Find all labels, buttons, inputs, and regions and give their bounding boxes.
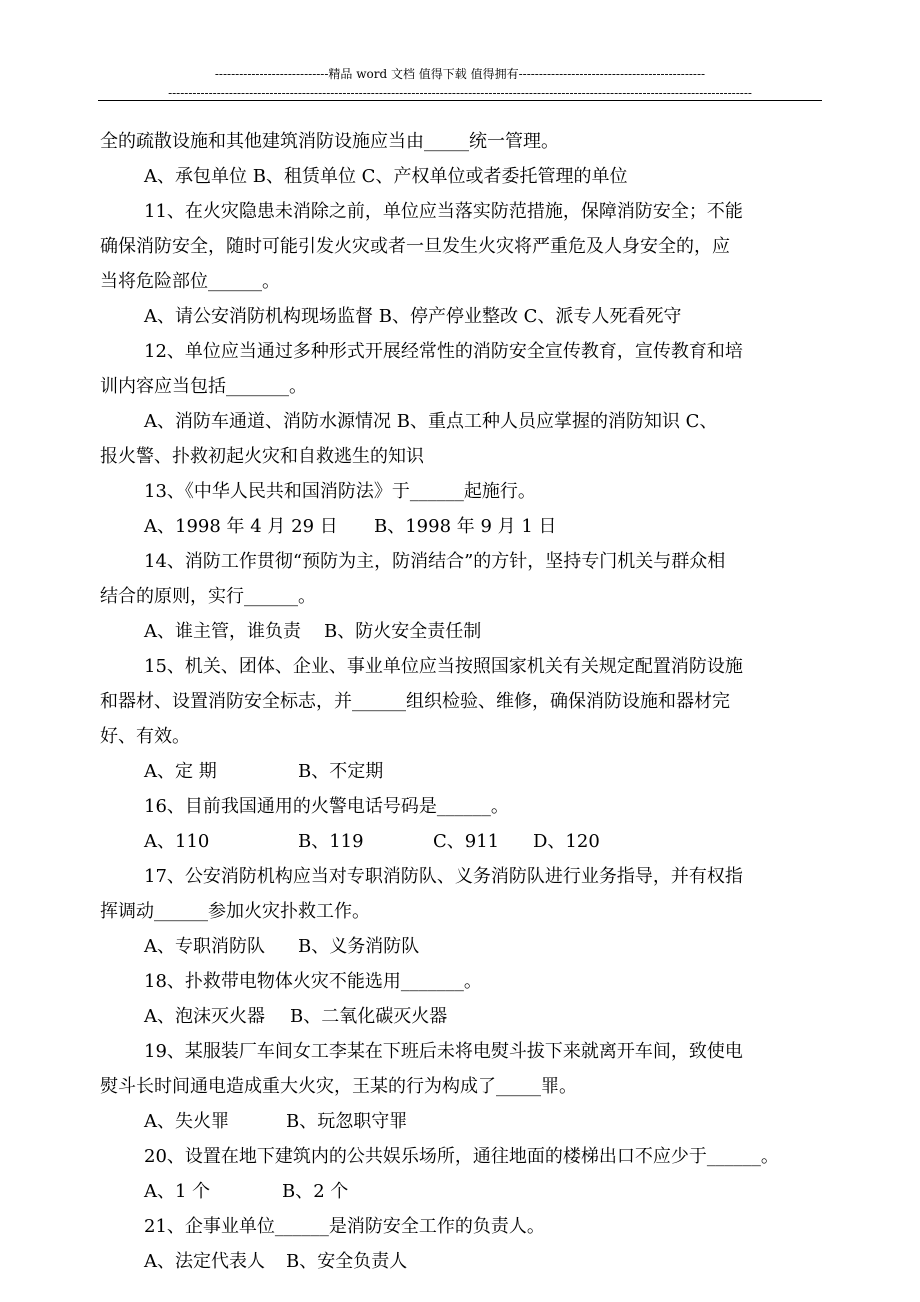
question-17: 17、公安消防机构应当对专职消防队、义务消防队进行业务指导，并有权指 — [144, 866, 743, 887]
option-b: B、119 — [298, 831, 364, 852]
option-b: B、2 个 — [282, 1181, 349, 1202]
option-b: B、1998 年 9 月 1 日 — [374, 516, 557, 537]
text-line: 训内容应当包括_______。 — [100, 376, 307, 397]
text-line: 挥调动______参加火灾扑救工作。 — [100, 901, 370, 922]
header-rule — [98, 100, 822, 101]
option-b: B、玩忽职守罪 — [286, 1111, 408, 1132]
option-c: C、911 — [433, 831, 500, 852]
option-a: A、失火罪 — [144, 1111, 229, 1132]
option-a: A、110 — [144, 831, 210, 852]
options-line: A、承包单位 B、租赁单位 C、产权单位或者委托管理的单位 — [144, 166, 628, 187]
text-line: 好、有效。 — [100, 726, 190, 747]
text-line: 全的疏散设施和其他建筑消防设施应当由_____统一管理。 — [100, 131, 559, 152]
text-line: 和器材、设置消防安全标志，并______组织检验、维修，确保消防设施和器材完 — [100, 691, 730, 712]
question-11: 11、在火灾隐患未消除之前，单位应当落实防范措施，保障消防安全；不能 — [144, 201, 743, 222]
question-16: 16、目前我国通用的火警电话号码是______。 — [144, 796, 509, 817]
option-b: B、二氧化碳灭火器 — [290, 1006, 448, 1027]
option-a: A、1 个 — [144, 1181, 211, 1202]
text-line: 当将危险部位______。 — [100, 271, 280, 292]
question-18: 18、扑救带电物体火灾不能选用_______。 — [144, 971, 482, 992]
document-body — [100, 124, 840, 1279]
text-line: 确保消防安全，随时可能引发火灾或者一旦发生火灾将严重危及人身安全的，应 — [100, 236, 730, 257]
options-line — [100, 1174, 840, 1209]
option-a: A、定 期 — [144, 761, 217, 782]
text-line: 结合的原则，实行______。 — [100, 586, 316, 607]
options-line — [100, 999, 840, 1034]
question-12: 12、单位应当通过多种形式开展经常性的消防安全宣传教育，宣传教育和培 — [144, 341, 743, 362]
option-b: B、防火安全责任制 — [324, 621, 482, 642]
question-14: 14、消防工作贯彻“预防为主，防消结合”的方针，坚持专门机关与群众相 — [144, 551, 726, 572]
question-21: 21、企事业单位______是消防安全工作的负责人。 — [144, 1216, 545, 1237]
options-line — [100, 824, 840, 859]
option-a: A、法定代表人 — [144, 1251, 265, 1272]
options-line — [100, 509, 840, 544]
question-19: 19、某服装厂车间女工李某在下班后未将电熨斗拔下来就离开车间，致使电 — [144, 1041, 743, 1062]
option-d: D、120 — [533, 831, 600, 852]
question-20: 20、设置在地下建筑内的公共娱乐场所，通往地面的楼梯出口不应少于______。 — [144, 1146, 779, 1167]
options-line: A、消防车通道、消防水源情况 B、重点工种人员应掌握的消防知识 C、 — [144, 411, 718, 432]
option-b: B、义务消防队 — [298, 936, 420, 957]
options-line — [100, 1244, 840, 1279]
options-line — [100, 754, 840, 789]
option-b: B、不定期 — [298, 761, 384, 782]
option-a: A、专职消防队 — [144, 936, 265, 957]
options-line: A、请公安消防机构现场监督 B、停产停业整改 C、派专人死看死守 — [144, 306, 682, 327]
options-line — [100, 1104, 840, 1139]
options-line — [100, 929, 840, 964]
options-line — [100, 614, 840, 649]
option-a: A、谁主管，谁负责 — [144, 621, 301, 642]
option-a: A、泡沫灭火器 — [144, 1006, 265, 1027]
option-b: B、安全负责人 — [286, 1251, 408, 1272]
page-header-banner: ----------------------------精品 word 文档 值得下载 值得拥有---------------------------------------------- — [214, 67, 706, 81]
option-a: A、1998 年 4 月 29 日 — [144, 516, 338, 537]
question-15: 15、机关、团体、企业、事业单位应当按照国家机关有关规定配置消防设施 — [144, 656, 743, 677]
page-header-dashes: ------------------------------------------------------------------------------------------------------------------------------------------------ — [168, 86, 752, 100]
question-13: 13、《中华人民共和国消防法》于______起施行。 — [144, 481, 536, 502]
text-line: 熨斗长时间通电造成重大火灾，王某的行为构成了_____罪。 — [100, 1076, 577, 1097]
text-line: 报火警、扑救初起火灾和自救逃生的知识 — [100, 446, 424, 467]
